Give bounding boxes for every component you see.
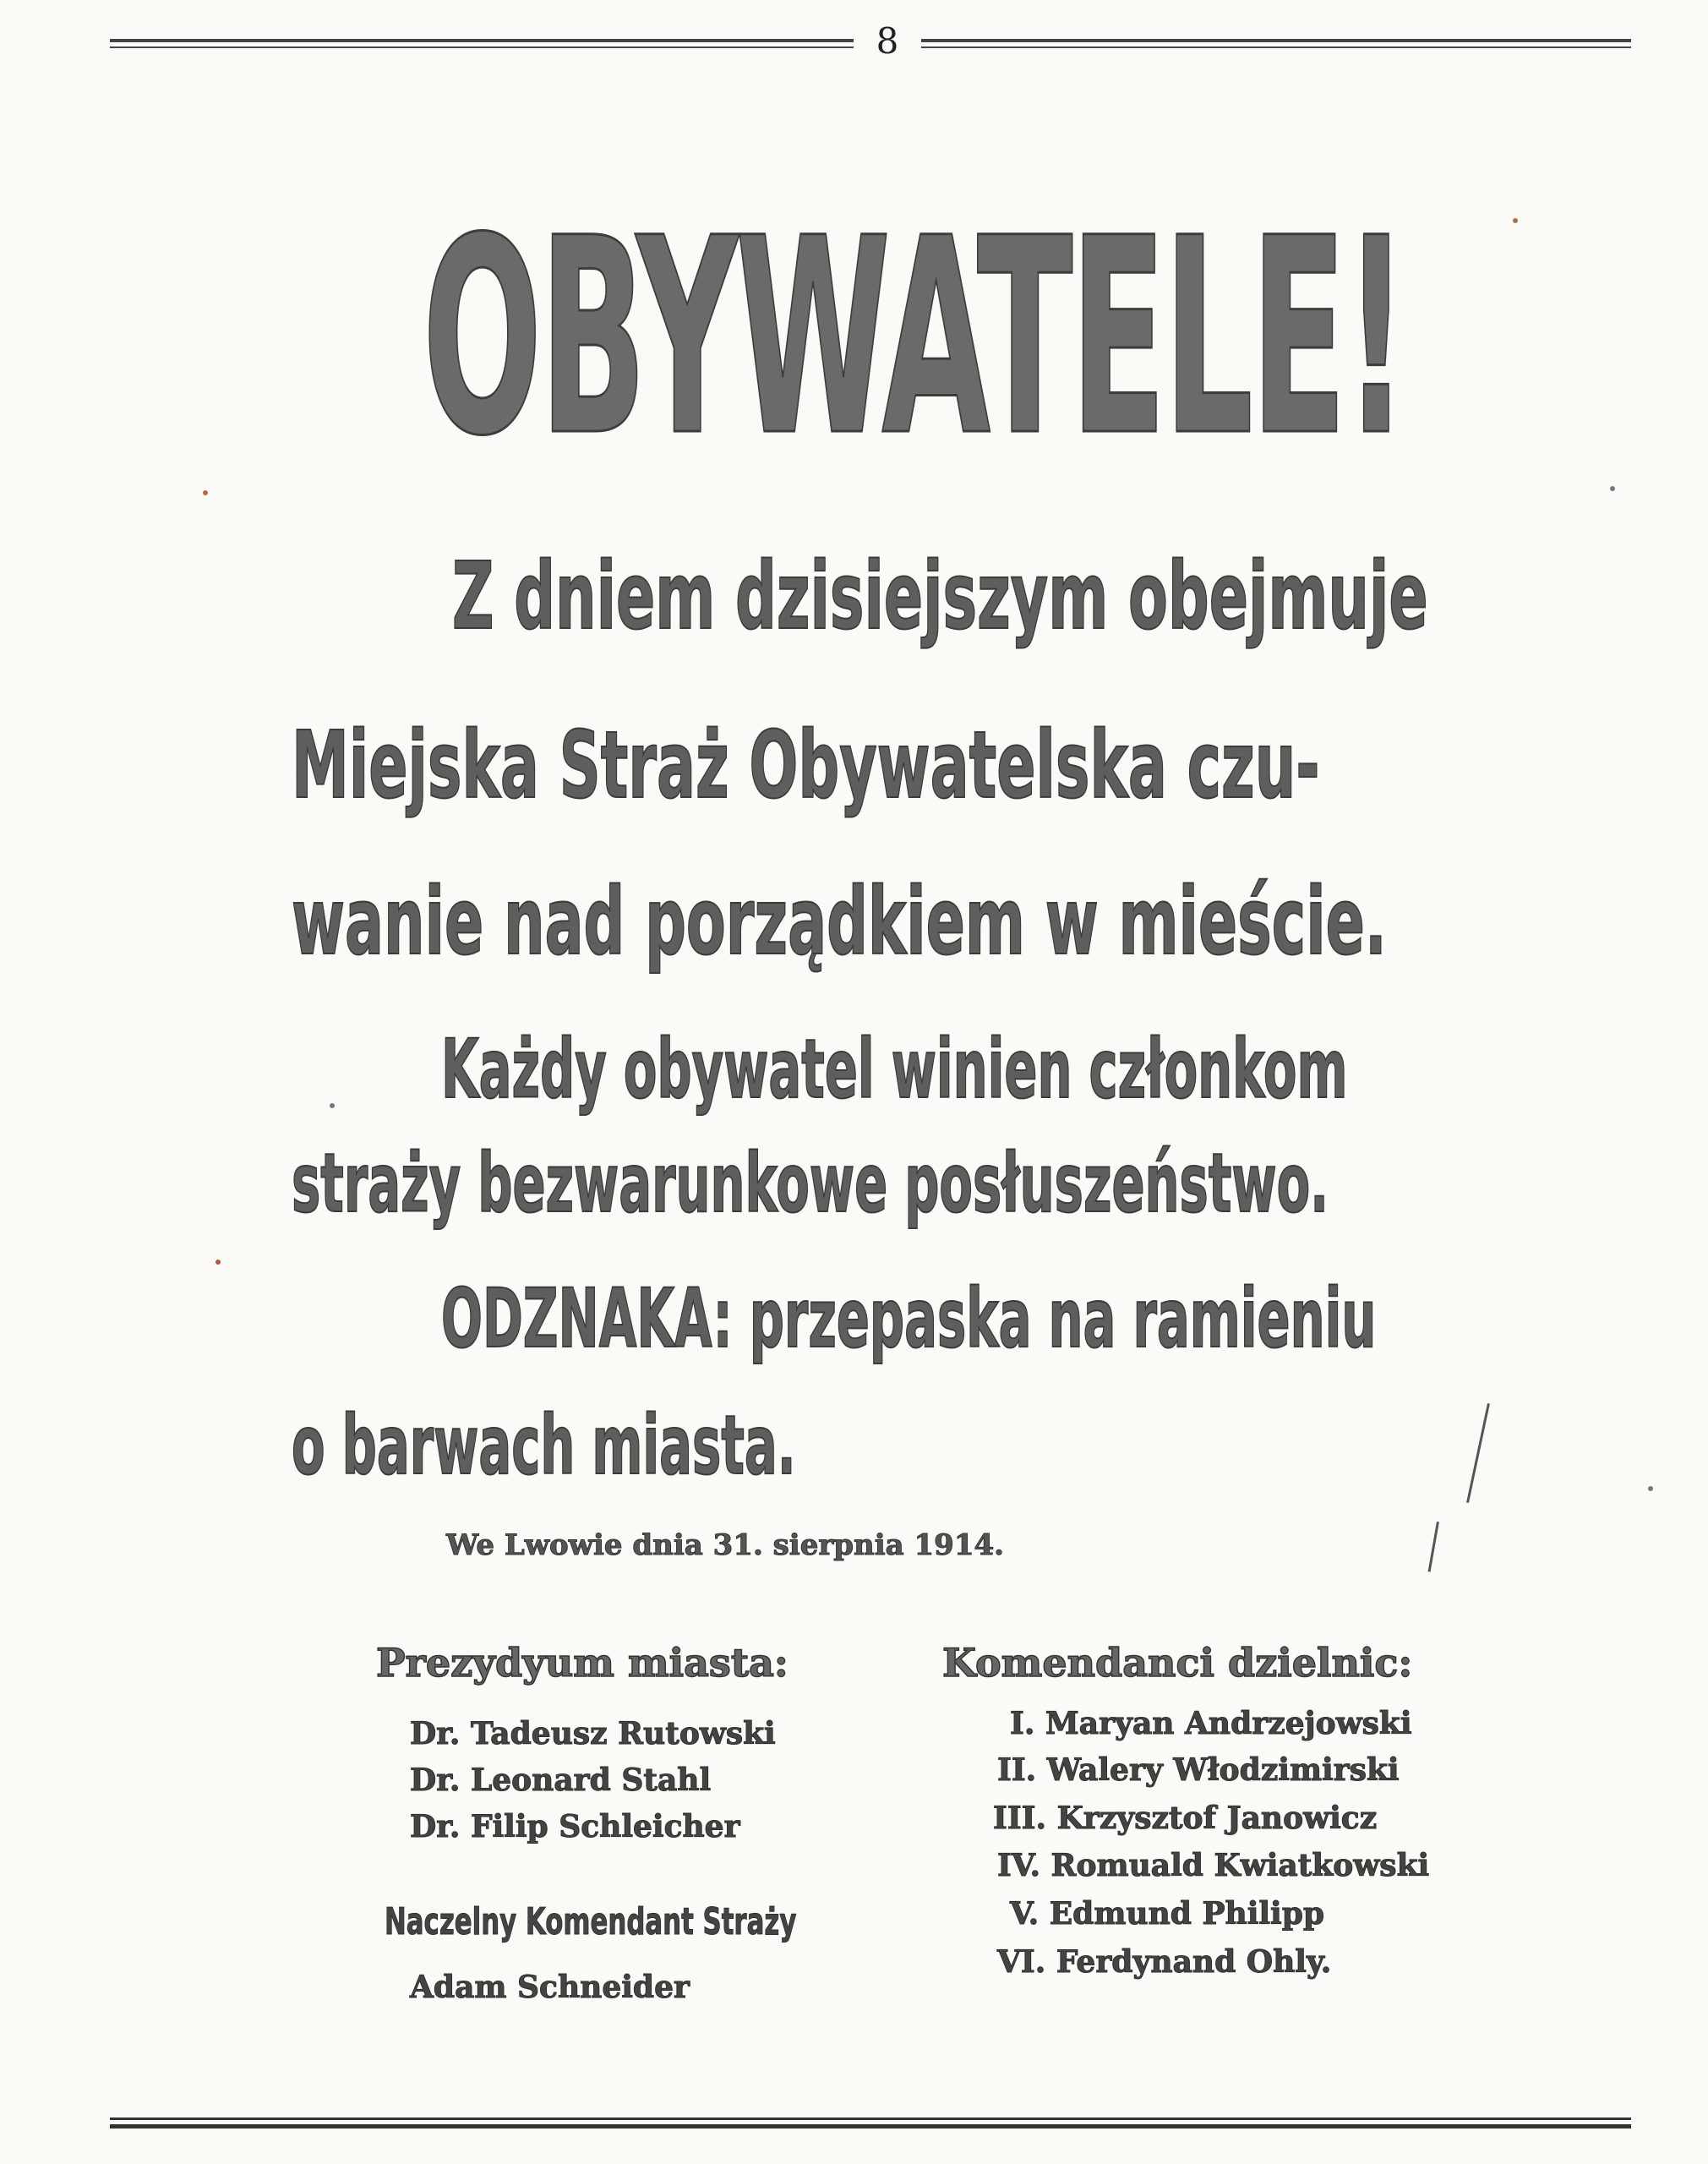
district-commanders-heading: Komendanci dzielnic: [942, 1640, 1413, 1686]
district-commander: IV. Romuald Kwiatkowski [997, 1848, 1430, 1883]
paragraph3-line2: o barwach miasta. [292, 1398, 796, 1493]
footer-rule [110, 2118, 1631, 2131]
presidium-member: Dr. Tadeusz Rutowski [410, 1716, 776, 1751]
district-commander: V. Edmund Philipp [1010, 1896, 1325, 1932]
header-rule-right [921, 39, 1631, 51]
dateline: We Lwowie dnia 31. sierpnia 1914. [446, 1528, 1004, 1562]
print-speck [216, 1260, 221, 1265]
print-mark [1466, 1403, 1490, 1503]
presidium-member: Dr. Leonard Stahl [410, 1762, 712, 1798]
print-speck [1513, 218, 1518, 223]
chief-title: Naczelny Komendant Straży [385, 1900, 797, 1943]
chief-name: Adam Schneider [410, 1970, 690, 2005]
print-mark [1428, 1522, 1439, 1572]
presidium-heading: Prezydyum miasta: [376, 1640, 789, 1686]
paragraph3-line1: ODZNAKA: przepaska na ramieniu [441, 1271, 1377, 1366]
district-commander: II. Walery Włodzimirski [997, 1752, 1400, 1788]
print-speck [1610, 486, 1615, 491]
paragraph1-line1: Z dniem dzisiejszym obejmuje [452, 542, 1428, 650]
page-number: 8 [876, 20, 899, 62]
paragraph1-line3: wanie nad porządkiem w mieście. [292, 867, 1387, 975]
print-speck [1648, 1486, 1653, 1491]
paragraph2-line2: straży bezwarunkowe posłuszeństwo. [292, 1136, 1329, 1231]
district-commander: I. Maryan Andrzejowski [1010, 1706, 1412, 1741]
district-commander: VI. Ferdynand Ohly. [997, 1944, 1332, 1980]
print-speck [330, 1103, 335, 1108]
presidium-member: Dr. Filip Schleicher [410, 1809, 740, 1844]
print-speck [203, 490, 208, 495]
district-commander: III. Krzysztof Janowicz [993, 1801, 1378, 1836]
paragraph2-line1: Każdy obywatel winien członkom [441, 1022, 1348, 1117]
paragraph1-line2: Miejska Straż Obywatelska czu- [292, 711, 1320, 819]
poster-headline: OBYWATELE! [423, 181, 1406, 495]
header-rule-left [110, 39, 854, 51]
